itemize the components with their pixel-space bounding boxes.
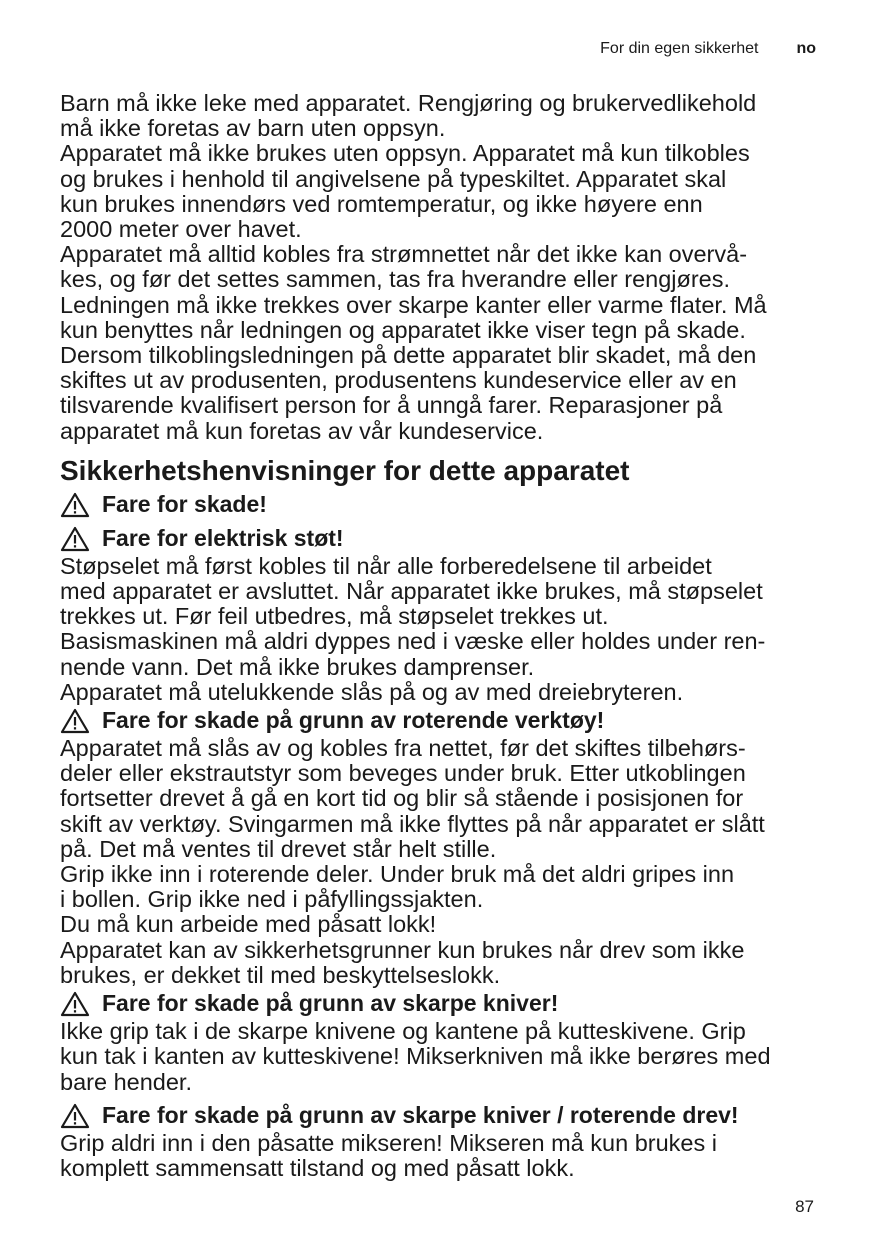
warning-heading	[60, 1103, 830, 1129]
warning-title: Fare for elektrisk støt!	[102, 525, 344, 552]
intro-paragraph: Barn må ikke leke med apparatet. Rengjøring og brukervedlikehold må ikke foretas av barn uten oppsyn.	[60, 90, 757, 142]
warning-paragraph: Du må kun arbeide med påsatt lokk!	[60, 911, 437, 938]
warning-triangle-icon	[60, 492, 90, 518]
warning-title: Fare for skade på grunn av skarpe kniver / roterende drev!	[102, 1102, 739, 1129]
warning-heading	[60, 526, 830, 552]
warning-triangle-icon	[60, 1103, 90, 1129]
warning-paragraph: Apparatet må slås av og kobles fra nettet, før det skiftes tilbehørs- deler eller ekstrautstyr som beveges under bruk. Etter utkoblingen fortsetter drevet å gå en kort tid og blir så stående i posisjonen for skift av verktøy. Svingarmen må ikke flyttes på når apparatet er slått på. Det må ventes til drevet står helt stille.	[60, 735, 765, 862]
warning-title: Fare for skade!	[102, 491, 267, 518]
page-content	[60, 91, 830, 1181]
warning-heading	[60, 991, 830, 1017]
warning-heading	[60, 708, 830, 734]
warning-heading	[60, 492, 830, 518]
warning-title: Fare for skade på grunn av skarpe kniver!	[102, 990, 559, 1017]
intro-paragraph: Apparatet må ikke brukes uten oppsyn. Apparatet må kun tilkobles og brukes i henhold til angivelsene på typeskiltet. Apparatet skal kun brukes innendørs ved romtemperatur, og ikke høyere enn 2000 meter over havet.	[60, 140, 750, 243]
warning-triangle-icon	[60, 708, 90, 734]
warning-paragraph: Grip ikke inn i roterende deler. Under bruk må det aldri gripes inn i bollen. Grip ikke ned i påfyllingssjakten.	[60, 861, 735, 913]
section-title: For din egen sikkerhet	[600, 40, 759, 57]
warning-paragraph: Støpselet må først kobles til når alle forberedelsene til arbeidet med apparatet er avsluttet. Når apparatet ikke brukes, må støpselet trekkes ut. Før feil utbedres, må støpselet trekkes ut.	[60, 552, 763, 630]
warning-paragraph: Apparatet må utelukkende slås på og av med dreiebryteren.	[60, 678, 684, 705]
warning-paragraph: Basismaskinen må aldri dyppes ned i væske eller holdes under ren- nende vann. Det må ikke brukes damprenser.	[60, 628, 766, 680]
intro-paragraph: Apparatet må alltid kobles fra strømnettet når det ikke kan overvå- kes, og før det settes sammen, tas fra hverandre eller rengjøres. Ledningen må ikke trekkes over skarpe kanter eller varme flater. Må kun benyttes når ledningen og apparatet ikke viser tegn på skade. Dersom tilkoblingsledningen på dette apparatet blir skadet, må den skiftes ut av produsenten, produsentens kundeservice eller av en tilsvarende kvalifisert person for å unngå farer. Reparasjoner på apparatet må kun foretas av vår kundeservice.	[60, 241, 767, 444]
warning-paragraph: Apparatet kan av sikkerhetsgrunner kun brukes når drev som ikke brukes, er dekket til med beskyttelseslokk.	[60, 936, 745, 988]
warning-title: Fare for skade på grunn av roterende verktøy!	[102, 707, 605, 734]
warning-paragraph: Ikke grip tak i de skarpe knivene og kantene på kutteskivene. Grip kun tak i kanten av kutteskivene! Mikserkniven må ikke berøres med bare hender.	[60, 1018, 771, 1095]
page-header	[600, 40, 816, 58]
page-number: 87	[795, 1197, 814, 1216]
warning-paragraph: Grip aldri inn i den påsatte mikseren! Mikseren må kun brukes i komplett sammensatt tilstand og med påsatt lokk.	[60, 1129, 717, 1181]
warning-triangle-icon	[60, 991, 90, 1017]
language-code: no	[796, 40, 816, 57]
section-heading: Sikkerhetshenvisninger for dette apparatet	[60, 454, 630, 486]
warning-triangle-icon	[60, 526, 90, 552]
